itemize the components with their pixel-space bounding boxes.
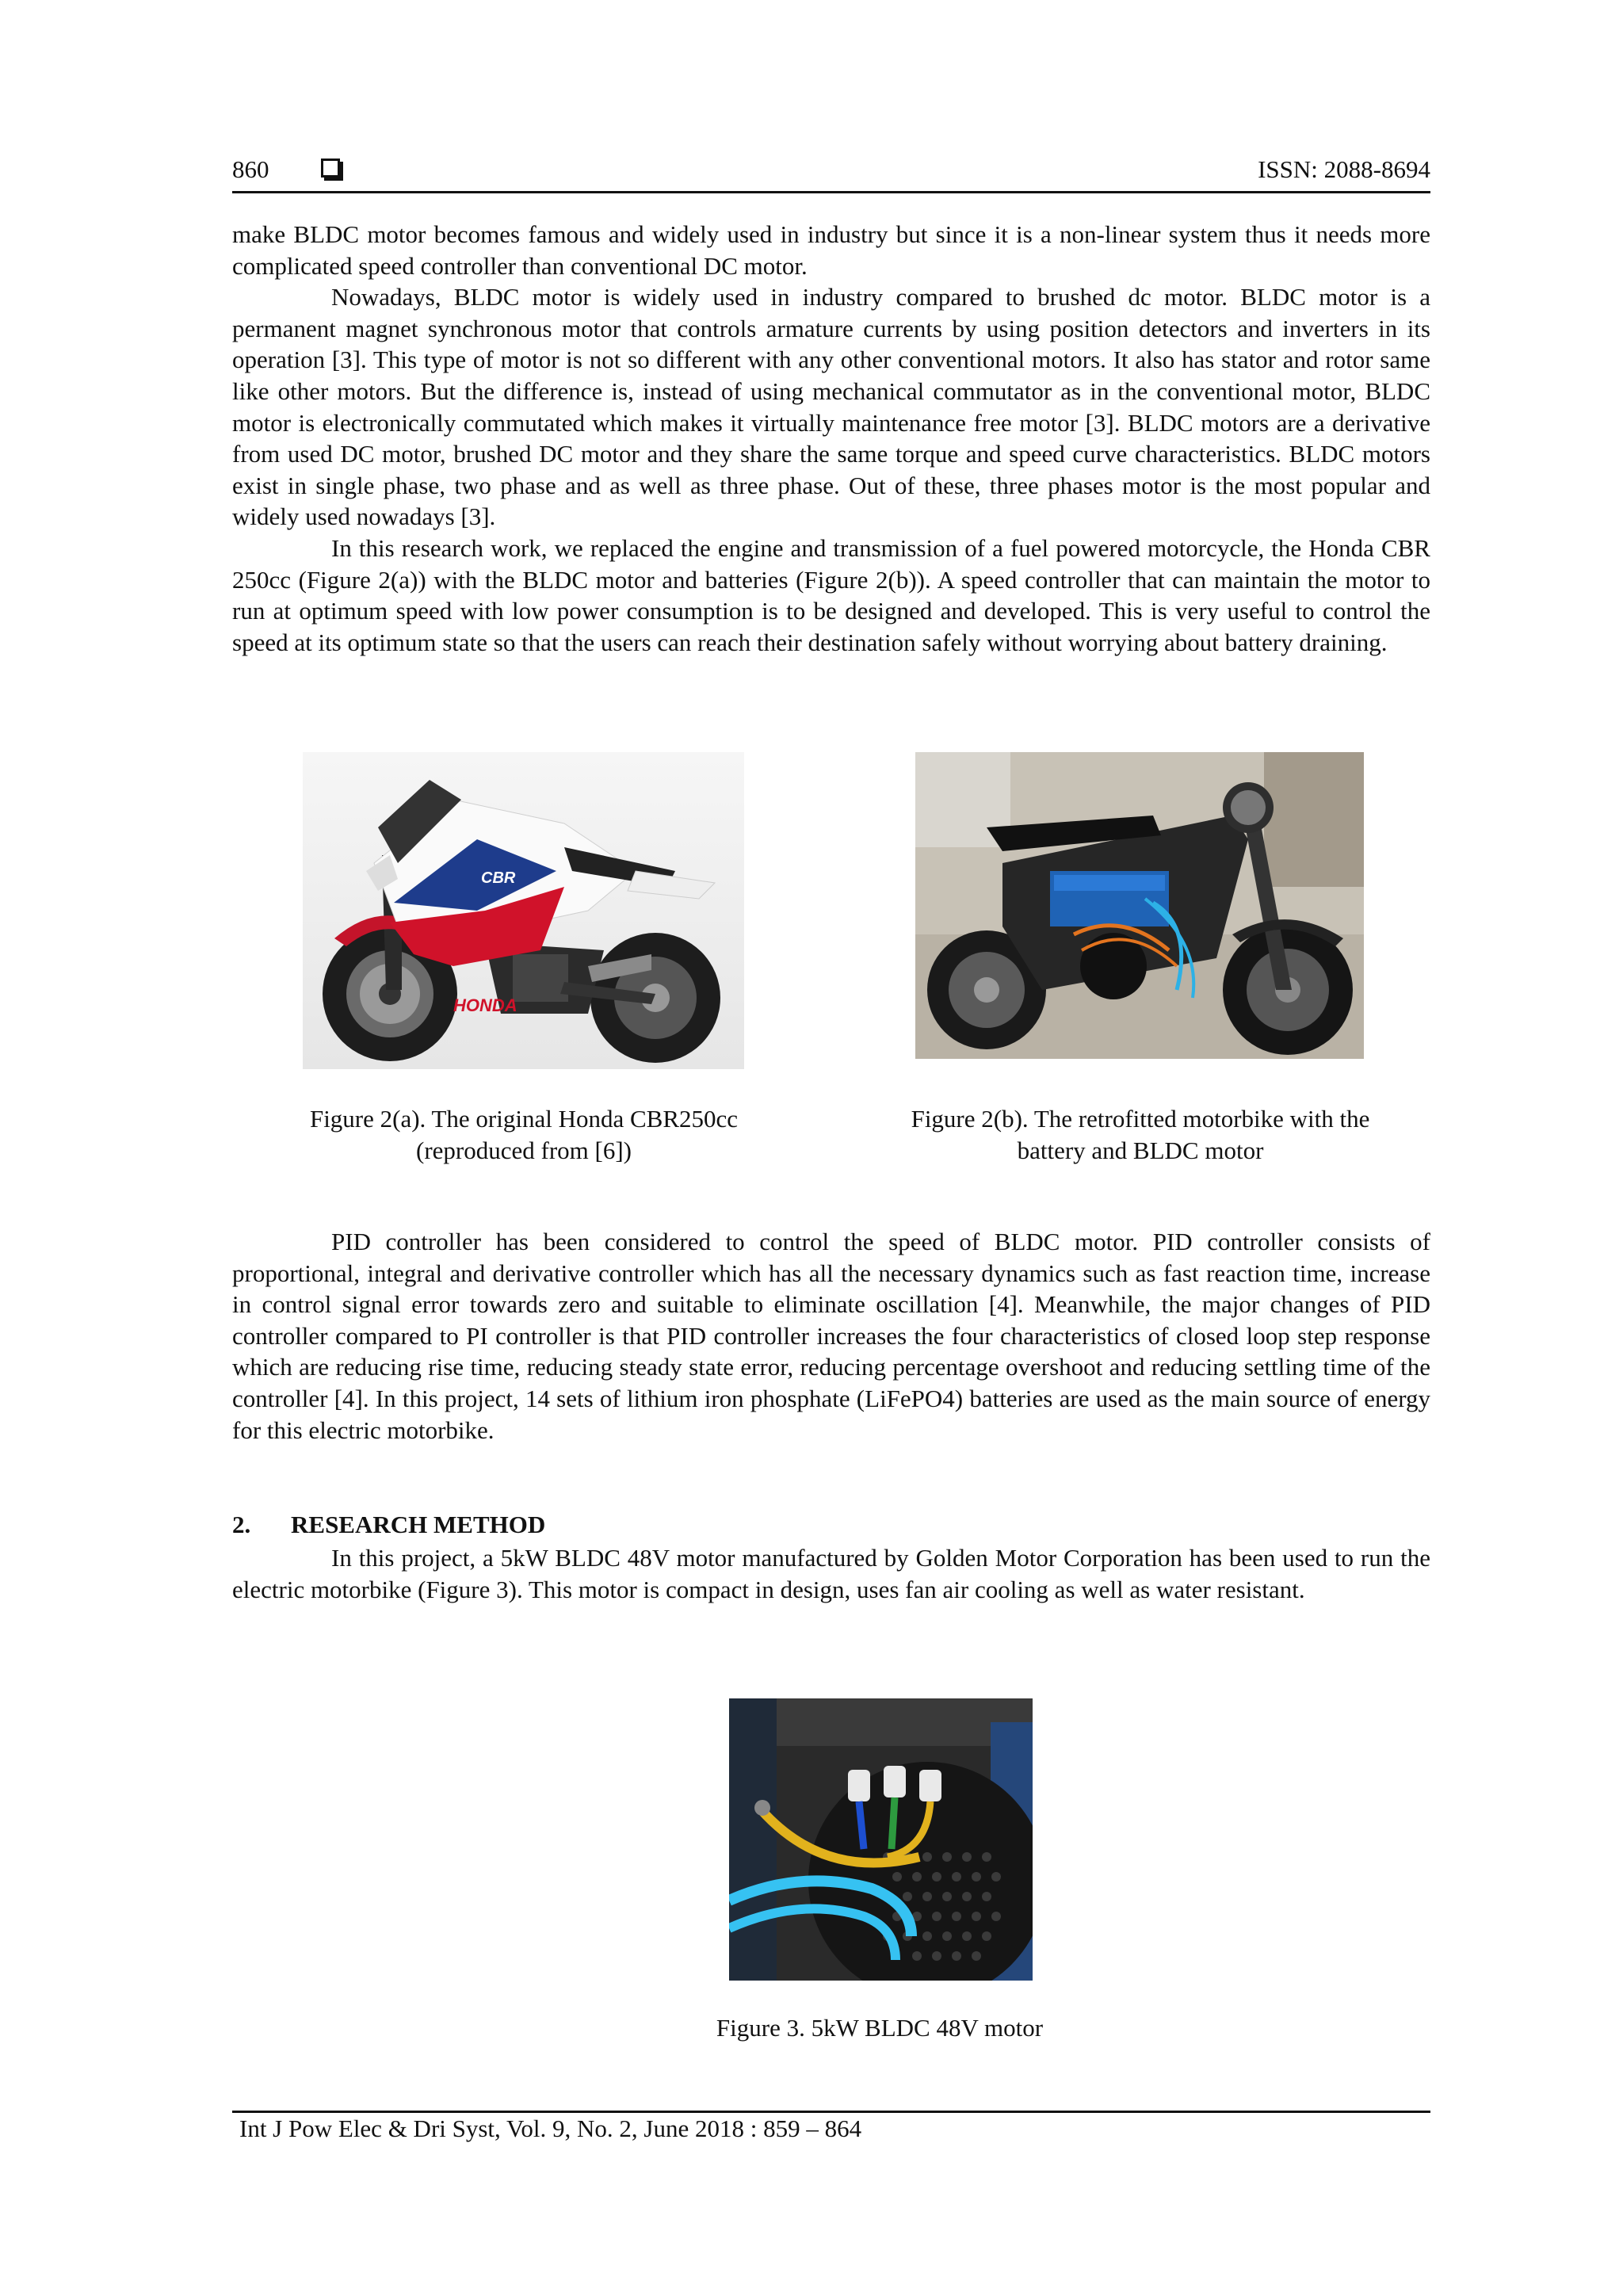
- cbr-badge-text: CBR: [481, 869, 516, 887]
- figure-2a-caption-line-1: Figure 2(a). The original Honda CBR250cc: [309, 1105, 739, 1133]
- intro-paragraph-2: Nowadays, BLDC motor is widely used in industry compared to brushed dc motor. BLDC motor is a permanent magnet synchronous motor that controls armature currents by using position detectors and inverters in its operation [3]. This type of motor is not so different with any other conventional motors. It also has stator and rotor same like other motors. But the difference is, instead of using mechanical commutator as in the conventional motor, BLDC motor is electronically commutated which makes it virtually maintenance free motor [3]. BLDC motors are a derivative from used DC motor, brushed DC motor and they share the same torque and speed curve characteristics. BLDC motors exist in single phase, two phase and as well as three phase. Out of these, three phases motor is the most popular and widely used nowadays [3].: [232, 283, 1430, 531]
- figure-2a-image: [303, 752, 744, 1069]
- section-2-heading: [232, 1511, 545, 1539]
- page-number: 860: [232, 155, 269, 183]
- section-2-number: 2.: [232, 1511, 251, 1538]
- figure-2a-caption: [286, 1103, 762, 1166]
- intro-section: [232, 219, 1430, 658]
- issn: ISSN: 2088-8694: [1258, 155, 1430, 183]
- figure-2b-image: [915, 752, 1364, 1059]
- section-2-body: [232, 1542, 1430, 1605]
- intro-paragraph-3: In this research work, we replaced the engine and transmission of a fuel powered motorcycle, the Honda CBR 250cc (Figure 2(a)) with the BLDC motor and batteries (Figure 2(b)). A speed controller that can maintain the motor to run at optimum speed with low power consumption is to be designed and developed. This is very useful to control the speed at its optimum state so that the users can reach their destination safely without worrying about battery draining.: [232, 533, 1430, 656]
- figure-3-image: [729, 1698, 1033, 1981]
- figure-2b-caption-line-2: battery and BLDC motor: [1017, 1136, 1264, 1164]
- header-rule: [232, 191, 1430, 193]
- figure-2a-caption-line-2: (reproduced from [6]): [416, 1136, 632, 1164]
- intro-paragraph-1: make BLDC motor becomes famous and widely used in industry but since it is a non-linear system thus it needs more complicated speed controller than conventional DC motor.: [232, 220, 1430, 280]
- footer-rule: [232, 2111, 1430, 2113]
- section-2-title: RESEARCH METHOD: [291, 1511, 546, 1538]
- honda-logo-text: HONDA: [453, 995, 517, 1015]
- figure-3-caption: Figure 3. 5kW BLDC 48V motor: [716, 2014, 1044, 2042]
- figure-2b-caption-line-1: Figure 2(b). The retrofitted motorbike with the: [911, 1105, 1370, 1133]
- pid-paragraph: PID controller has been considered to control the speed of BLDC motor. PID controller consists of proportional, integral and derivative controller which has all the necessary dynamics such as fast reaction time, increase in control signal error towards zero and suitable to eliminate oscillation [4]. Meanwhile, the major changes of PID controller compared to PI controller is that PID controller increases the four characteristics of closed loop step response which are reducing rise time, reducing steady state error, reducing percentage overshoot and reducing settling time of the controller [4]. In this project, 14 sets of lithium iron phosphate (LiFePO4) batteries are used as the main source of energy for this electric motorbike.: [232, 1228, 1430, 1444]
- pid-section: [232, 1226, 1430, 1446]
- figure-2b-caption: [871, 1103, 1410, 1166]
- section-2-paragraph: In this project, a 5kW BLDC 48V motor manufactured by Golden Motor Corporation has been used to run the electric motorbike (Figure 3). This motor is compact in design, uses fan air cooling as well as water resistant.: [232, 1544, 1430, 1603]
- footer-citation: Int J Pow Elec & Dri Syst, Vol. 9, No. 2, June 2018 : 859 – 864: [239, 2115, 862, 2142]
- header-box-icon: [321, 159, 340, 178]
